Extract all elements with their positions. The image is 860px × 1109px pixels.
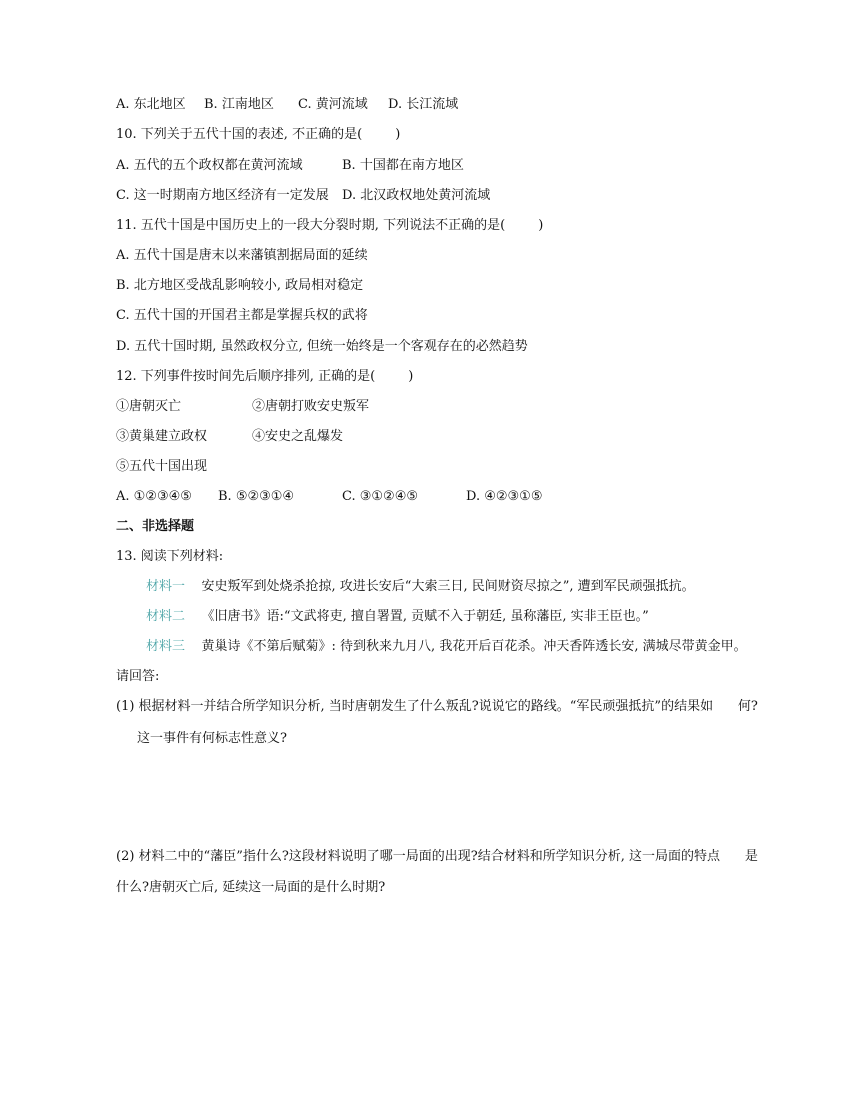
sub-question-2-line-2: 什么?唐朝灭亡后, 延续这一局面的是什么时期?: [116, 880, 386, 895]
q9-option-b: B. 江南地区: [204, 97, 274, 112]
q9-option-a: A. 东北地区: [116, 97, 186, 112]
material-3-text: 黄巢诗《不第后赋菊》: 待到秋来九月八, 我花开后百花杀。冲天香阵透长安, 满城尽带黄金甲。: [201, 639, 747, 654]
q12-event-4: ④安史之乱爆发: [252, 429, 344, 444]
q12-event-1: ①唐朝灭亡: [116, 399, 182, 414]
material-1-label: 材料一: [146, 579, 186, 594]
answer-prompt: 请回答:: [116, 669, 160, 684]
q10-stem: 10. 下列关于五代十国的表述, 不正确的是( ): [116, 127, 401, 142]
material-1: [146, 578, 695, 596]
sub-question-1-line-1: (1) 根据材料一并结合所学知识分析, 当时唐朝发生了什么叛乱?说说它的路线。“军民顽强抵抗”的结果如 何?: [116, 699, 758, 714]
q11-stem: 11. 五代十国是中国历史上的一段大分裂时期, 下列说法不正确的是( ): [116, 218, 544, 233]
q12-option-d: D. ④②③①⑤: [466, 489, 543, 504]
section-title: 二、非选择题: [116, 519, 195, 534]
sub-question-1-line-2: 这一事件有何标志性意义?: [137, 731, 287, 746]
q11-option-a: A. 五代十国是唐末以来藩镇割据局面的延续: [116, 248, 368, 263]
q11-option-c: C. 五代十国的开国君主都是掌握兵权的武将: [116, 308, 368, 323]
material-3-label: 材料三: [146, 639, 186, 654]
material-2-text: 《旧唐书》语:“文武将吏, 擅自署置, 贡赋不入于朝廷, 虽称藩臣, 实非王臣也。”: [201, 609, 649, 624]
material-1-text: 安史叛军到处烧杀抢掠, 攻进长安后“大索三日, 民间财资尽掠之”, 遭到军民顽强抵抗。: [201, 579, 695, 594]
q12-option-a: A. ①②③④⑤: [116, 489, 192, 504]
q10-option-d: D. 北汉政权地处黄河流域: [342, 188, 491, 203]
q9-option-d: D. 长江流域: [388, 97, 459, 112]
q12-option-b: B. ⑤②③①④: [218, 489, 295, 504]
q13-stem: 13. 阅读下列材料:: [116, 549, 224, 564]
q12-event-2: ②唐朝打败安史叛军: [252, 399, 370, 414]
q12-option-c: C. ③①②④⑤: [342, 489, 419, 504]
q10-option-a: A. 五代的五个政权都在黄河流域: [116, 158, 303, 173]
q12-event-3: ③黄巢建立政权: [116, 429, 208, 444]
q12-stem: 12. 下列事件按时间先后顺序排列, 正确的是( ): [116, 369, 414, 384]
sub-question-2-line-1: (2) 材料二中的“藩臣”指什么?这段材料说明了哪一局面的出现?结合材料和所学知识分析, 这一局面的特点 是: [116, 849, 758, 864]
material-3: [146, 638, 747, 656]
q9-option-c: C. 黄河流域: [298, 97, 368, 112]
q10-option-c: C. 这一时期南方地区经济有一定发展: [116, 188, 329, 203]
material-2: [146, 608, 649, 626]
material-2-label: 材料二: [146, 609, 186, 624]
q12-event-5: ⑤五代十国出现: [116, 459, 208, 474]
q10-option-b: B. 十国都在南方地区: [342, 158, 464, 173]
q11-option-d: D. 五代十国时期, 虽然政权分立, 但统一始终是一个客观存在的必然趋势: [116, 339, 528, 354]
q11-option-b: B. 北方地区受战乱影响较小, 政局相对稳定: [116, 278, 364, 293]
